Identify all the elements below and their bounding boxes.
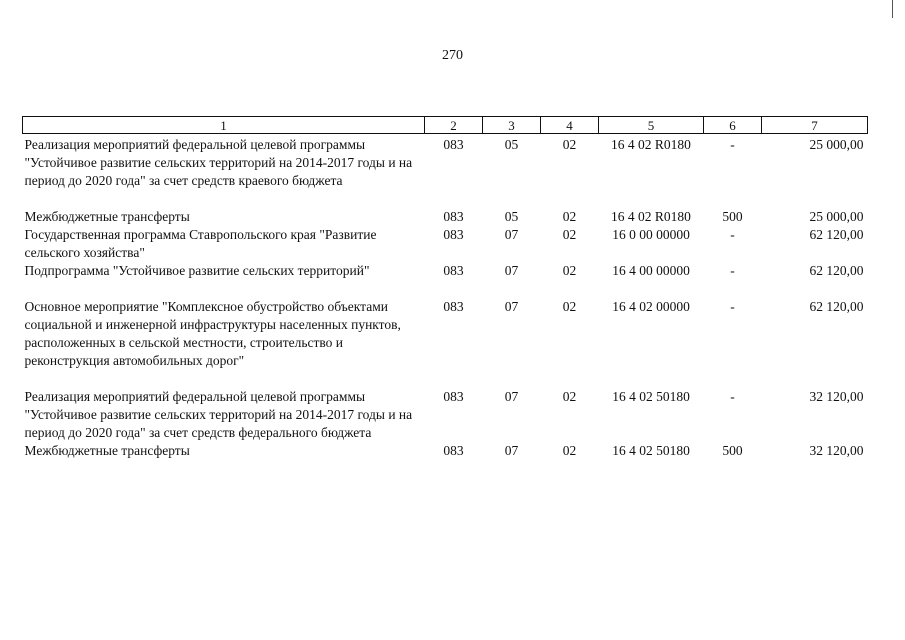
row-code-4: 02 [562,389,577,404]
row-code-2: 083 [443,389,464,404]
row-code-4: 02 [562,209,577,224]
margin-rule [892,0,893,18]
budget-table [22,116,868,460]
row-code-4: 02 [562,137,577,152]
column-header-1: 1 [23,117,425,134]
table-row [23,298,868,370]
column-header-2: 2 [425,117,483,134]
row-code-2: 083 [443,209,464,224]
row-code-2: 083 [443,137,464,152]
row-amount: 62 120,00 [809,227,864,242]
table-row [23,208,868,226]
row-code-2: 083 [443,227,464,242]
row-code-6: - [730,389,735,404]
column-header-5: 5 [599,117,704,134]
row-code-6: - [730,263,735,278]
row-spacer [23,370,868,388]
row-code-4: 02 [562,299,577,314]
row-name: Реализация мероприятий федеральной целевой программы "Устойчивое развитие сельских территорий на 2014-2017 годы и на период до 2020 года" за счет средств федерального бюджета [24,389,413,440]
row-code-3: 07 [504,263,519,278]
row-name: Подпрограмма "Устойчивое развитие сельских территорий" [24,263,370,278]
row-code-6: - [730,227,735,242]
table-row [23,388,868,442]
row-amount: 62 120,00 [809,263,864,278]
row-code-3: 05 [504,137,519,152]
row-code-6: - [730,299,735,314]
row-amount: 32 120,00 [809,443,864,458]
row-code-5: 16 4 02 00000 [612,299,690,314]
table-header-row [23,117,868,134]
row-code-6: 500 [722,443,743,458]
row-code-2: 083 [443,263,464,278]
page-number: 270 [442,48,463,63]
row-code-4: 02 [562,263,577,278]
row-code-2: 083 [443,299,464,314]
column-header-3: 3 [483,117,541,134]
row-name: Государственная программа Ставропольского края "Развитие сельского хозяйства" [24,227,377,260]
table-row [23,226,868,262]
row-spacer [23,280,868,298]
row-name: Реализация мероприятий федеральной целевой программы "Устойчивое развитие сельских территорий на 2014-2017 годы и на период до 2020 года" за счет средств краевого бюджета [24,137,413,188]
row-code-2: 083 [443,443,464,458]
table-row [23,442,868,460]
column-header-7: 7 [762,117,868,134]
row-code-5: 16 4 02 R0180 [611,209,691,224]
column-header-4: 4 [541,117,599,134]
row-amount: 32 120,00 [809,389,864,404]
row-name: Основное мероприятие "Комплексное обустройство объектами социальной и инженерной инфраструктуры населенных пунктов, расположенных в сельской местности, строительство и реконструкция автомобильных дорог" [24,299,401,368]
row-code-3: 07 [504,299,519,314]
row-amount: 25 000,00 [809,209,864,224]
row-code-5: 16 4 02 50180 [612,389,690,404]
row-code-6: 500 [722,209,743,224]
row-code-5: 16 0 00 00000 [612,227,690,242]
table-row [23,262,868,280]
row-amount: 25 000,00 [809,137,864,152]
column-header-6: 6 [704,117,762,134]
row-spacer [23,190,868,208]
table-row [23,134,868,191]
row-code-3: 07 [504,443,519,458]
row-code-6: - [730,137,735,152]
row-code-5: 16 4 02 R0180 [611,137,691,152]
row-code-4: 02 [562,227,577,242]
row-code-3: 07 [504,389,519,404]
row-amount: 62 120,00 [809,299,864,314]
row-code-5: 16 4 00 00000 [612,263,690,278]
row-code-3: 07 [504,227,519,242]
row-code-3: 05 [504,209,519,224]
row-code-4: 02 [562,443,577,458]
row-name: Межбюджетные трансферты [24,209,190,224]
row-code-5: 16 4 02 50180 [612,443,690,458]
row-name: Межбюджетные трансферты [24,443,190,458]
